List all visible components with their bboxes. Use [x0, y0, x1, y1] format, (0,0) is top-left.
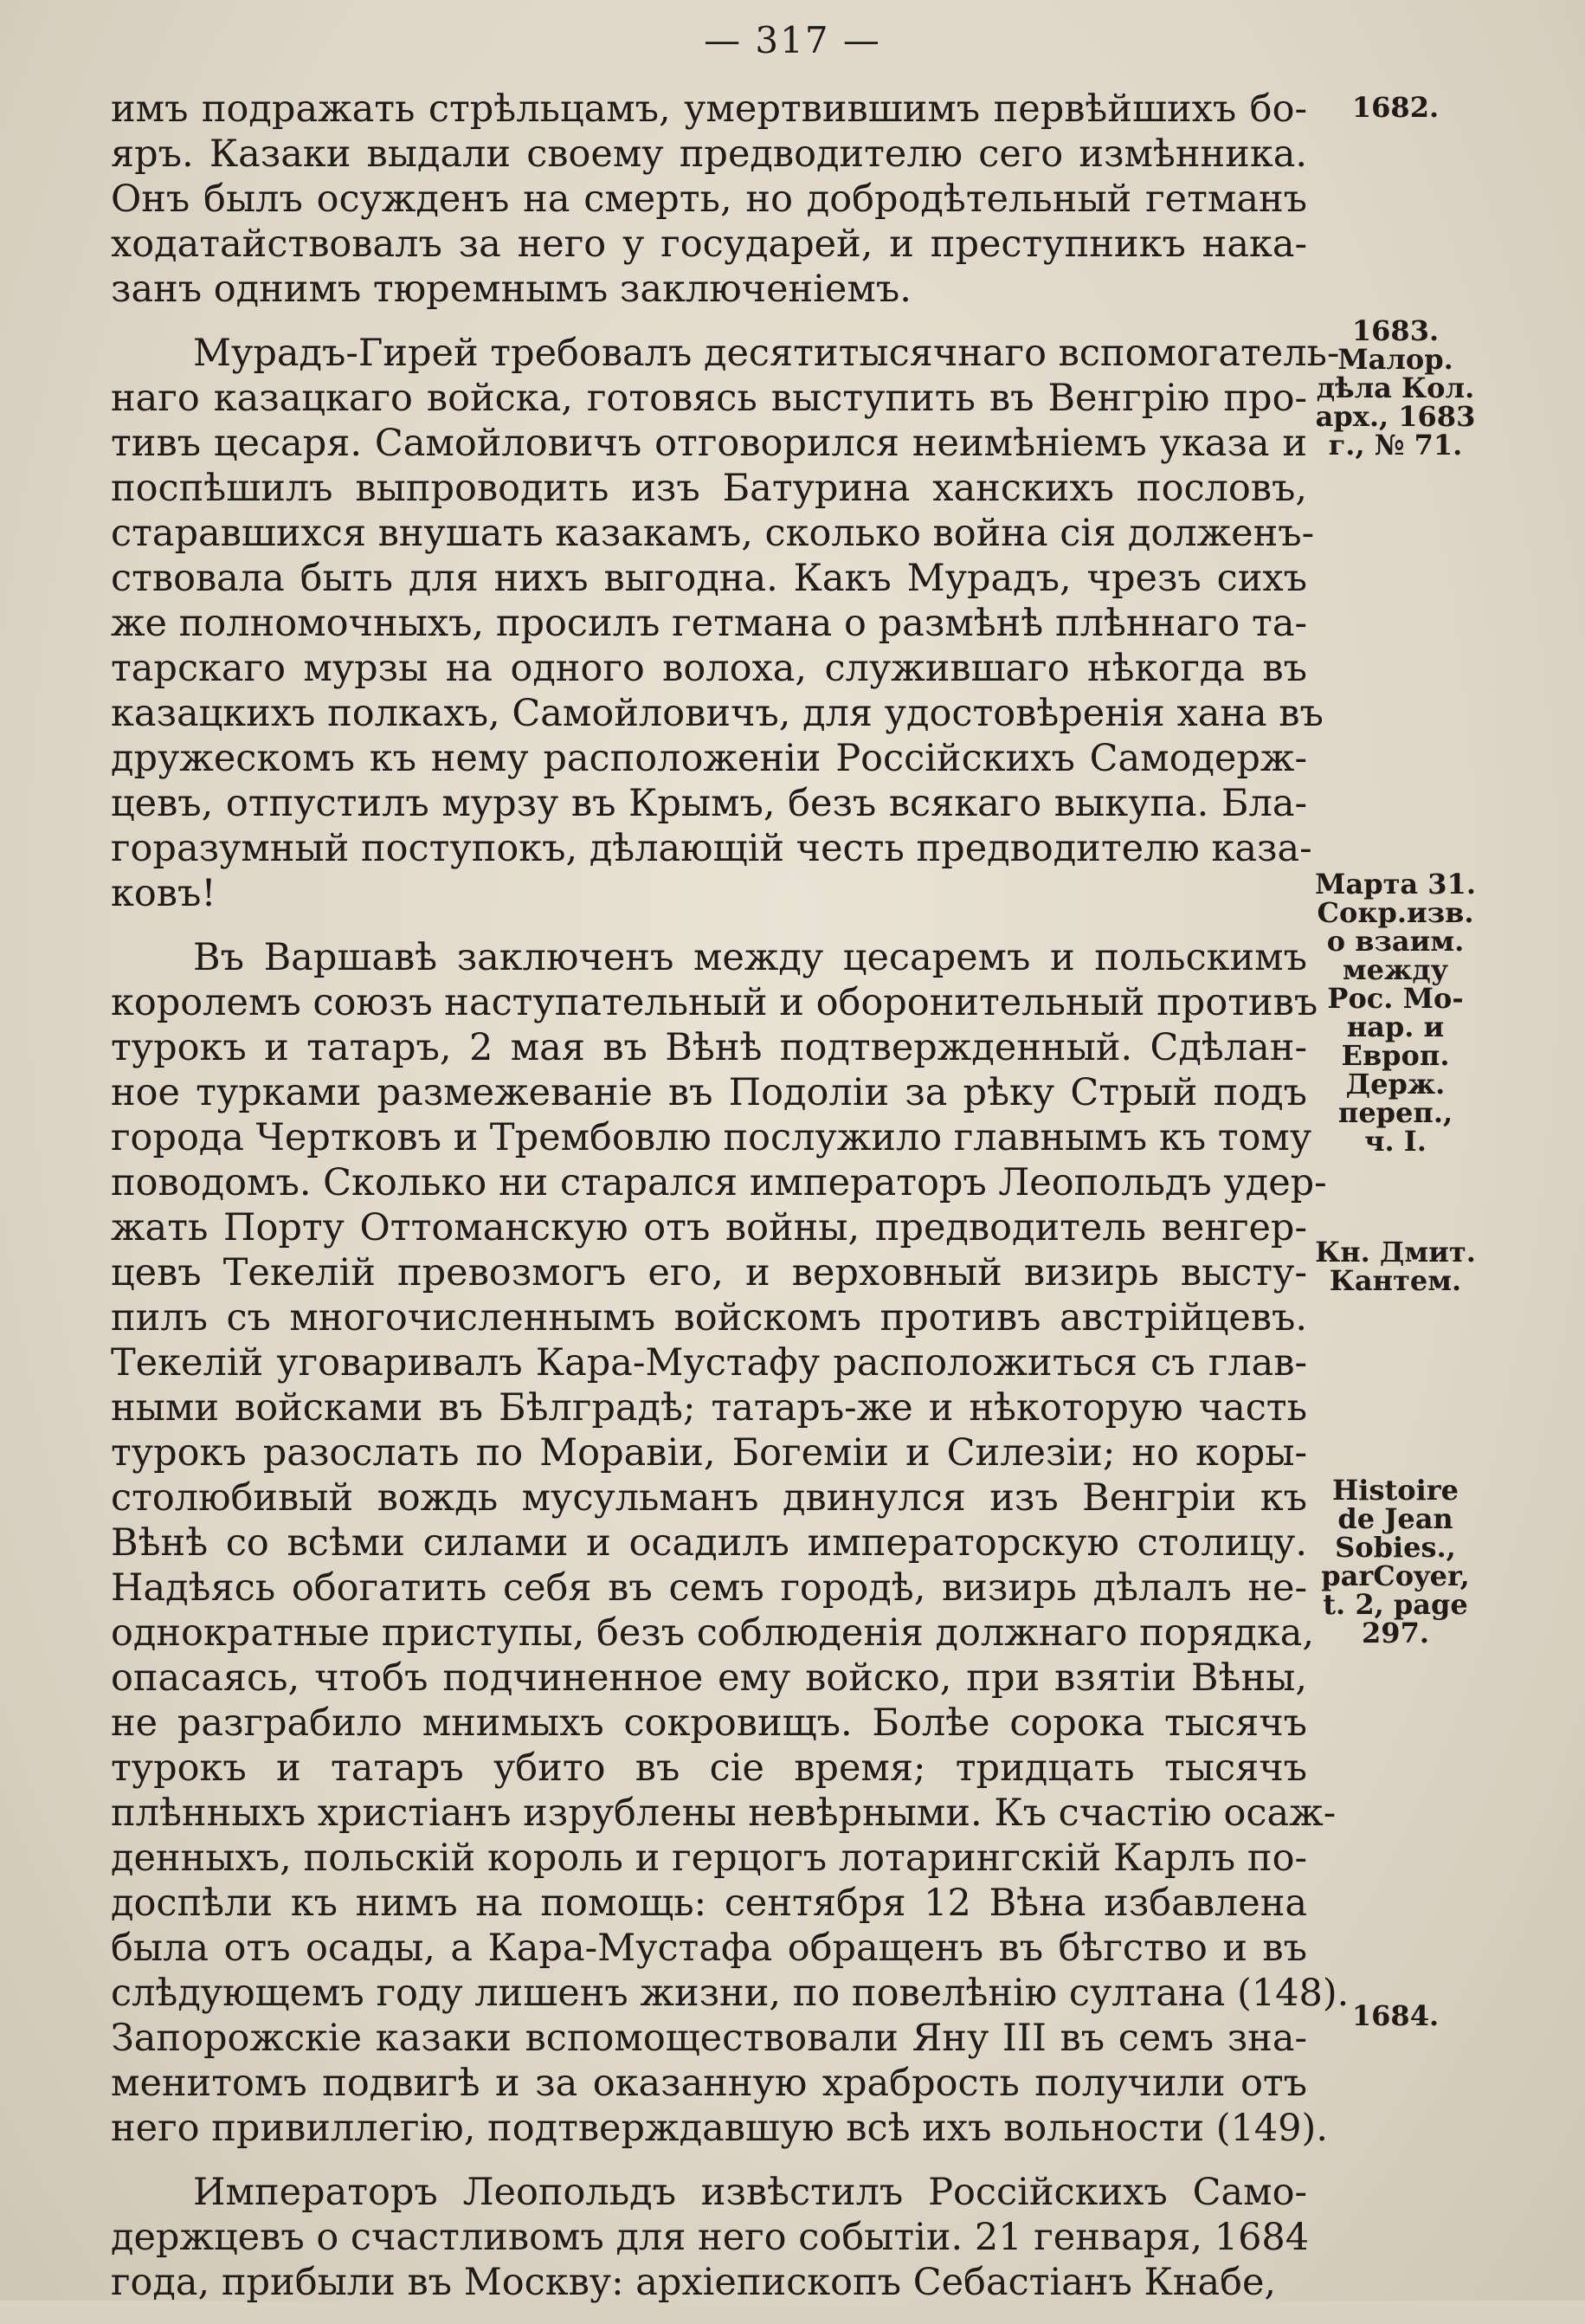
text-line: ствовала быть для нихъ выгодна. Какъ Мурадъ, чрезъ сихъ	[111, 557, 1307, 600]
margin-note-histoire	[1309, 1476, 1482, 1648]
text-line: Вѣнѣ со всѣми силами и осадилъ императорскую столицу.	[111, 1521, 1307, 1565]
margin-note-line: Сокр.изв.	[1317, 896, 1474, 929]
margin-note-line: t. 2, page	[1323, 1588, 1468, 1621]
text-line: королемъ союзъ наступательный и оборонительный противъ	[111, 981, 1318, 1024]
margin-note-line: г., № 71.	[1328, 429, 1463, 462]
text-line: ное турками размежеванiе въ Подолiи за рѣку Стрый подъ	[111, 1071, 1307, 1114]
text-line: доспѣли къ нимъ на помощь: сентября 12 Вѣна избавлена	[111, 1882, 1307, 1925]
text-line: жать Порту Оттоманскую отъ войны, предводитель венгер-	[111, 1206, 1307, 1249]
text-line: менитомъ подвигѣ и за оказанную храбрость получили отъ	[111, 2062, 1307, 2105]
text-line: турокъ разослать по Моравiи, Богемiи и Силезiи; но коры-	[111, 1431, 1307, 1475]
text-line: занъ однимъ тюремнымъ заключенiемъ.	[111, 268, 912, 311]
page-number: — 317 —	[704, 19, 881, 61]
text-line: денныхъ, польскiй король и герцогъ лотарингскiй Карлъ по-	[111, 1837, 1307, 1880]
text-line: поспѣшилъ выпроводить изъ Батурина ханскихъ пословъ,	[111, 467, 1307, 510]
margin-note-1682	[1309, 91, 1482, 124]
margin-note-line: Рос. Мо-	[1327, 982, 1464, 1015]
margin-note-line: арх., 1683	[1315, 400, 1476, 433]
text-line: имъ подражать стрѣльцамъ, умертвившимъ первѣйшихъ бо-	[111, 87, 1307, 131]
text-line: пилъ съ многочисленнымъ войскомъ противъ австрiйцевъ.	[111, 1296, 1307, 1340]
margin-note-line: 1684.	[1351, 1999, 1440, 2032]
margin-note-line: Марта 31.	[1315, 868, 1476, 901]
text-line: года, прибыли въ Москву: архiепископъ Себастiанъ Кнабе,	[111, 2261, 1277, 2304]
margin-note-line: между	[1342, 953, 1449, 986]
margin-note-line: parCoyer,	[1321, 1559, 1470, 1592]
text-line: Онъ былъ осужденъ на смерть, но добродѣтельный гетманъ	[111, 178, 1307, 221]
text-line: Текелiй уговаривалъ Кара-Мустафу расположиться съ глав-	[111, 1341, 1307, 1385]
text-line: держцевъ о счастливомъ для него событiи. 21 генваря, 1684	[111, 2216, 1310, 2259]
text-line: была отъ осады, а Кара-Мустафа обращенъ въ бѣгство и въ	[111, 1927, 1307, 1970]
margin-note-line: дѣла Кол.	[1316, 371, 1475, 404]
text-line: города Чертковъ и Трембовлю послужило главнымъ къ тому	[111, 1116, 1312, 1159]
text-line: казацкихъ полкахъ, Самойловичъ, для удостовѣренiя хана въ	[111, 692, 1324, 735]
margin-note-line: о взаим.	[1326, 925, 1465, 958]
text-line: опасаясь, чтобъ подчиненное ему войско, при взятiи Вѣны,	[111, 1656, 1307, 1700]
text-line: Въ Варшавѣ заключенъ между цесаремъ и польскимъ	[193, 936, 1307, 979]
text-line: Запорожскiе казаки вспомоществовали Яну III въ семъ зна-	[111, 2017, 1307, 2060]
margin-note-line: переп.,	[1337, 1096, 1453, 1129]
margin-note-line: Держ.	[1345, 1068, 1446, 1101]
margin-note-1684	[1309, 1999, 1482, 2032]
text-line: яръ. Казаки выдали своему предводителю сего измѣнника.	[111, 132, 1307, 176]
margin-note-kantemir	[1309, 1238, 1482, 1295]
text-line: однократные приступы, безъ соблюденiя должнаго порядка,	[111, 1611, 1315, 1655]
text-line: Мурадъ-Гирей требовалъ десятитысячнаго вспомогатель-	[193, 332, 1340, 375]
text-line: турокъ и татаръ убито въ сiе время; тридцать тысячъ	[111, 1746, 1307, 1790]
paragraph-2	[111, 331, 1340, 916]
margin-note-line: 1682.	[1351, 91, 1440, 124]
paragraph-4	[111, 2170, 1310, 2305]
text-line: цевъ Текелiй превозмогъ его, и верховный визирь высту-	[111, 1251, 1307, 1294]
text-line: плѣнныхъ христiанъ изрублены невѣрными. Къ счастiю осаж-	[111, 1791, 1337, 1835]
text-line: наго казацкаго войска, готовясь выступить въ Венгрiю про-	[111, 377, 1307, 420]
margin-note-line: 1683.	[1351, 314, 1440, 347]
text-line: же полномочныхъ, просилъ гетмана о размѣнѣ плѣннаго та-	[111, 602, 1307, 645]
margin-note-line: Sobies.,	[1335, 1531, 1456, 1564]
margin-note-line: de Jean	[1337, 1502, 1453, 1535]
text-line: слѣдующемъ году лишенъ жизни, по повелѣнiю султана (148).	[111, 1972, 1350, 2015]
text-column	[111, 87, 1350, 2324]
margin-note-line: Кантем.	[1329, 1264, 1462, 1297]
text-line: ходатайствовалъ за него у государей, и преступникъ нака-	[111, 223, 1307, 266]
margin-note-1683	[1309, 314, 1482, 462]
margin-note-line: Европ.	[1341, 1039, 1450, 1072]
text-line: старавшихся внушать казакамъ, сколько война сiя долженъ-	[111, 512, 1315, 555]
margin-note-line: Histoire	[1332, 1474, 1459, 1507]
text-line: турокъ и татаръ, 2 мая въ Вѣнѣ подтвержденный. Сдѣлан-	[111, 1026, 1307, 1069]
margin-note-line: Кн. Дмит.	[1315, 1236, 1476, 1269]
text-line: не разграбило мнимыхъ сокровищъ. Болѣе сорока тысячъ	[111, 1701, 1307, 1745]
margin-note-line: Малор.	[1337, 343, 1453, 376]
text-line: поводомъ. Сколько ни старался императоръ Леопольдъ удер-	[111, 1161, 1327, 1204]
text-line: Императоръ Леопольдъ извѣстилъ Россiйскихъ Само-	[193, 2171, 1307, 2214]
text-line: тивъ цесаря. Самойловичъ отговорился неимѣнiемъ указа и	[111, 422, 1307, 465]
margin-note-march-31	[1309, 870, 1482, 1156]
margin-note-line: ч. I.	[1364, 1125, 1427, 1158]
text-line: тарскаго мурзы на одного волоха, служившаго нѣкогда въ	[111, 647, 1307, 690]
paragraph-3	[111, 935, 1350, 2151]
text-line: ковъ!	[111, 872, 216, 915]
text-line: горазумный поступокъ, дѣлающiй честь предводителю каза-	[111, 827, 1312, 870]
text-line: столюбивый вождь мусульманъ двинулся изъ Венгрiи къ	[111, 1476, 1307, 1520]
margin-note-line: 297.	[1362, 1617, 1429, 1649]
margin-note-line: нар. и	[1346, 1010, 1445, 1043]
text-line: дружескомъ къ нему расположенiи Россiйскихъ Самодерж-	[111, 737, 1307, 780]
text-line: него привиллегiю, подтверждавшую всѣ ихъ вольности (149).	[111, 2107, 1328, 2150]
text-line: цевъ, отпустилъ мурзу въ Крымъ, безъ всякаго выкупа. Бла-	[111, 782, 1307, 825]
paragraph-1	[111, 87, 1307, 312]
text-line: Надѣясь обогатить себя въ семъ городѣ, визирь дѣлалъ не-	[111, 1566, 1307, 1610]
text-line: ными войсками въ Бѣлградѣ; татаръ-же и нѣкоторую часть	[111, 1386, 1307, 1430]
